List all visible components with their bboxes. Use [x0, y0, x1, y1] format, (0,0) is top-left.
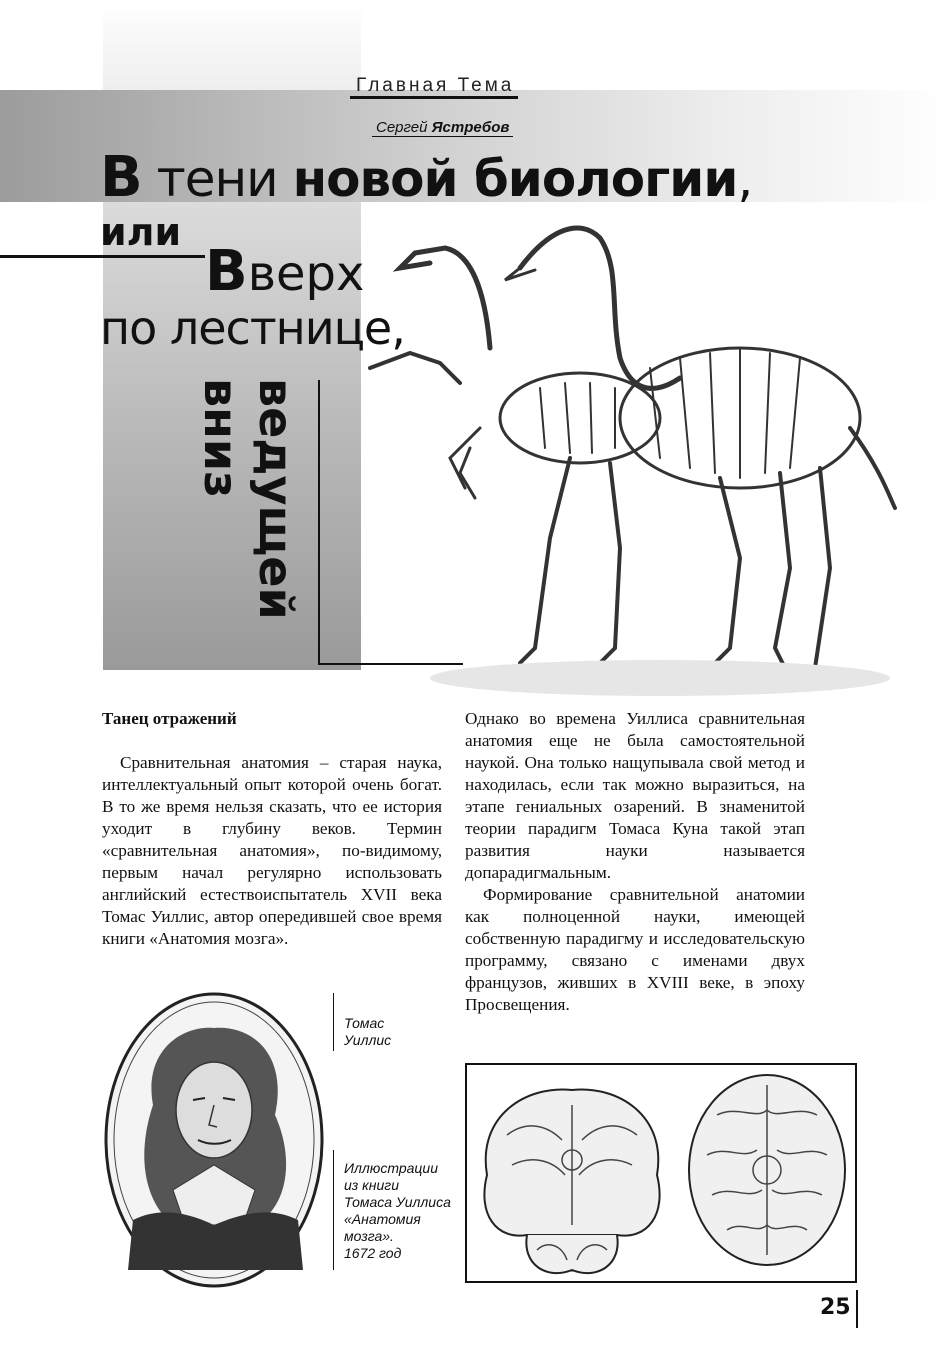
- title-normal-part: тени: [141, 150, 293, 208]
- title-or: или: [100, 210, 182, 254]
- portrait-engraving: [103, 990, 325, 1290]
- title-line-2-initial: В: [205, 239, 248, 304]
- paragraph: Однако во времена Уиллиса сравнительная анатомия еще не была самостоятельной наукой. Она только нащупывала свой метод и находилась, если так можно выразиться, на этапе гениальных озарений. В знаменитой теории парадигм Томаса Куна такой этап развития науки называется допарадигмальным.: [465, 709, 805, 882]
- title-comma: ,: [737, 150, 753, 208]
- title-line-1: [100, 145, 753, 210]
- text-column-2: [465, 708, 805, 1016]
- paragraph: Формирование сравнительной анатомии как полноценной науки, имеющей собственную парадигму и исследовательскую программу, связано с именами двух французов, живших в XVIII веке, в эпоху Просвещения.: [465, 885, 805, 1014]
- title-vertical-text-2: ведущей: [249, 378, 303, 620]
- text-column-1: [102, 708, 442, 950]
- page-number: 25: [820, 1295, 851, 1320]
- portrait-caption: [344, 1015, 391, 1049]
- title-vertical-word-2: [249, 378, 303, 678]
- caption-line: Иллюстрации: [344, 1160, 438, 1176]
- page-number-rule: [856, 1290, 858, 1328]
- title-vertical-text-1: вниз: [194, 378, 248, 498]
- brain-illustrations: [467, 1065, 855, 1281]
- title-line-2-rest: верх: [247, 246, 365, 302]
- paragraph: Сравнительная анатомия – старая наука, интеллектуальный опыт которой очень богат. В то же время нельзя сказать, что ее история уходит в глубину веков. Термин «сравнительная анатомия», по-видимому, первым начал регулярно использовать английский естествоиспытатель XVII века Томас Уиллис, автор опередившей свое время книги «Анатомия мозга».: [102, 753, 442, 948]
- title-vertical-rule: [318, 380, 320, 665]
- caption-rule-1: [333, 993, 334, 1051]
- brain-illustrations-frame: [465, 1063, 857, 1283]
- skeleton-illustration: [320, 208, 910, 708]
- caption-rule-2: [333, 1150, 334, 1270]
- title-initial: В: [100, 145, 142, 210]
- caption-line: Томаса Уиллиса: [344, 1194, 451, 1210]
- rubric-heading: Главная Тема: [350, 76, 518, 99]
- illustrations-caption: [344, 1160, 464, 1262]
- caption-line: «Анатомия: [344, 1211, 421, 1227]
- title-vertical-word-1: [194, 378, 248, 548]
- author-byline: [372, 119, 513, 137]
- title-line-3: по лестнице,: [100, 301, 405, 355]
- caption-line: 1672 год: [344, 1245, 402, 1261]
- caption-line: из книги: [344, 1177, 399, 1193]
- title-horizontal-rule: [318, 663, 463, 665]
- subheading: Танец отражений: [102, 709, 237, 728]
- caption-line: Уиллис: [344, 1032, 392, 1048]
- title-or-rule: [0, 255, 205, 258]
- author-last-name: Ястребов: [431, 119, 510, 136]
- caption-line: мозга».: [344, 1228, 394, 1244]
- title-line-2: [205, 239, 365, 304]
- author-first-name: Сергей: [376, 119, 428, 136]
- caption-line: Томас: [344, 1015, 385, 1031]
- title-bold-part: новой биологии: [292, 150, 738, 208]
